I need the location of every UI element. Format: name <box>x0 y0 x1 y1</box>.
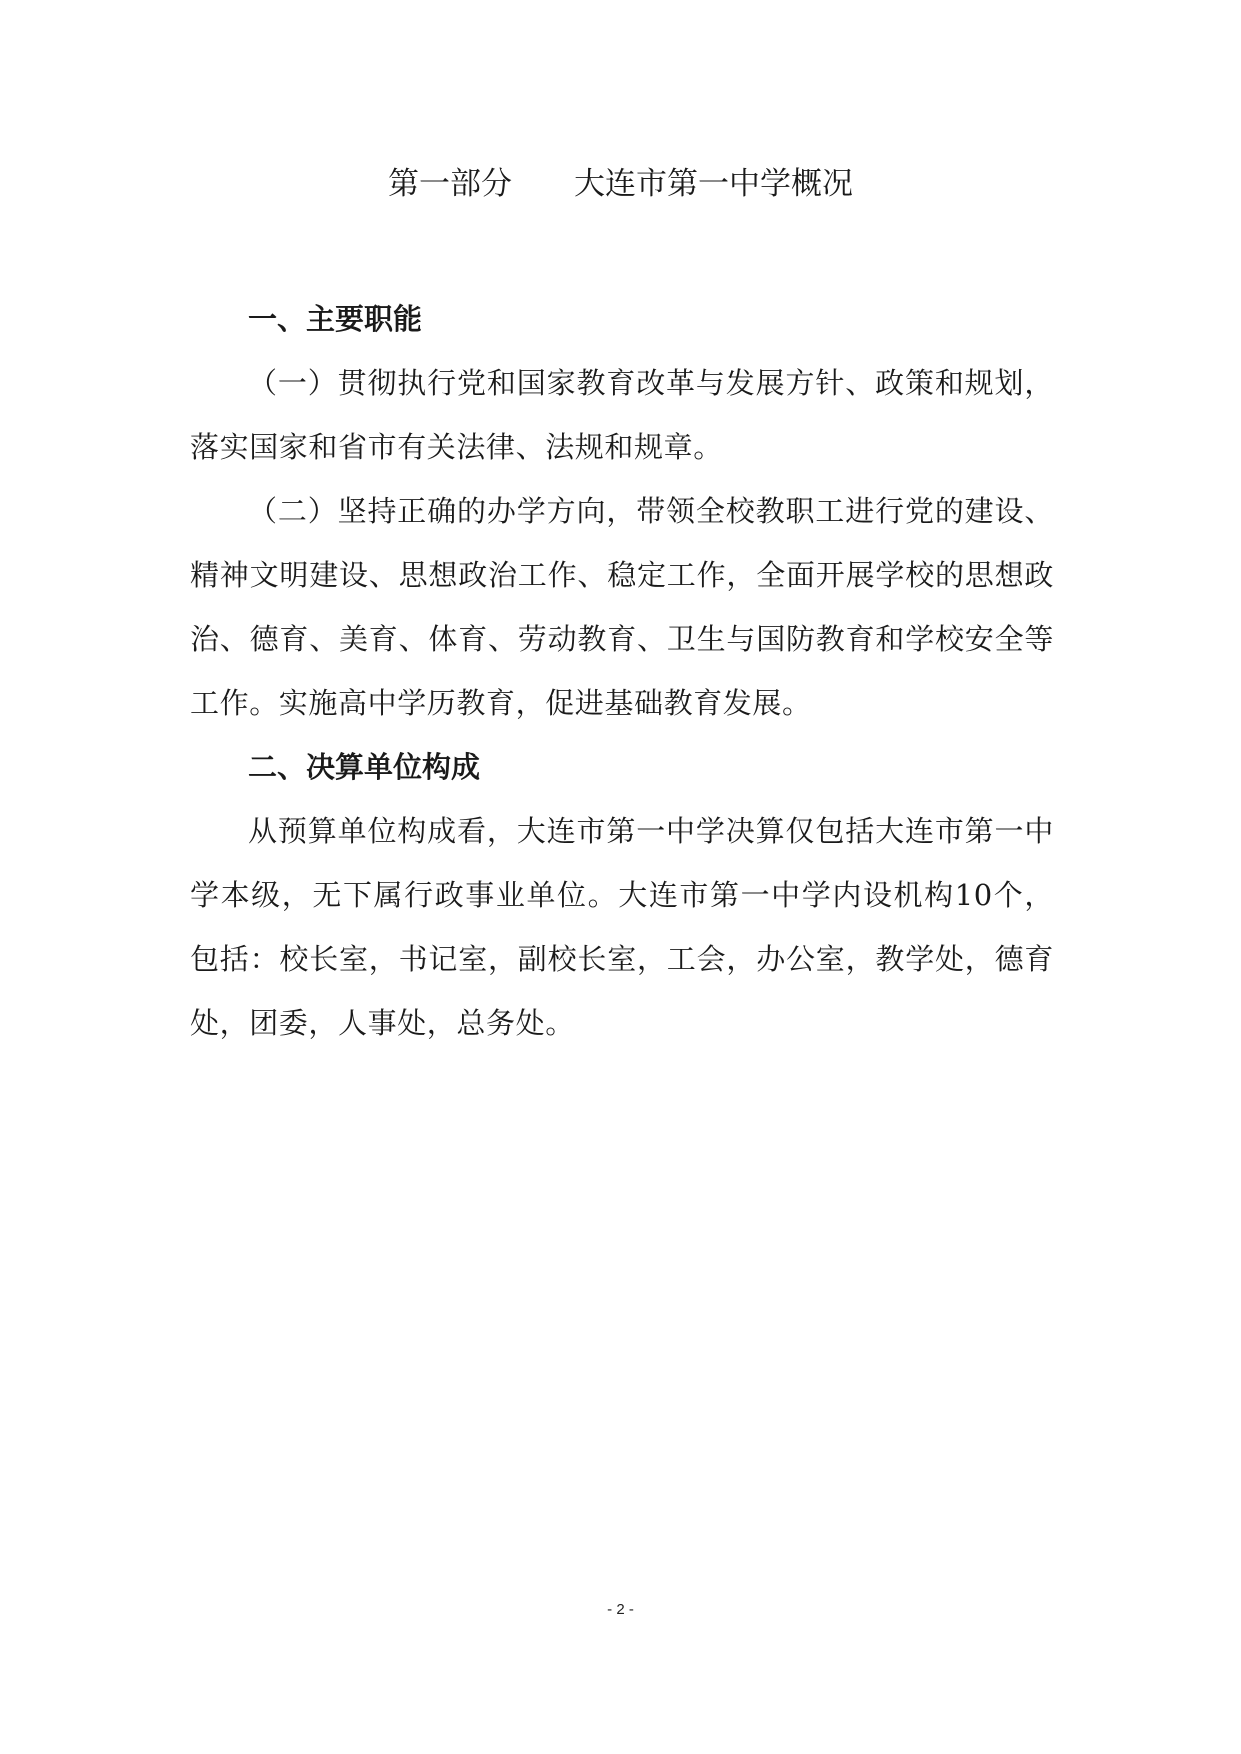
document-body <box>190 287 1054 1055</box>
section-heading: 二、决算单位构成 <box>248 750 481 784</box>
page-number: - 2 - <box>607 1601 634 1618</box>
paragraph: 从预算单位构成看，大连市第一中学决算仅包括大连市第一中学本级，无下属行政事业单位。大连市第一中学内设机构10个，包括：校长室，书记室，副校长室，工会，办公室，教学处，德育处，团委，人事处，总务处。 <box>190 814 1054 1040</box>
paragraph: （二）坚持正确的办学方向，带领全校教职工进行党的建设、精神文明建设、思想政治工作、稳定工作，全面开展学校的思想政治、德育、美育、体育、劳动教育、卫生与国防教育和学校安全等工作。实施高中学历教育，促进基础教育发展。 <box>190 494 1054 720</box>
section-heading: 一、主要职能 <box>248 302 423 336</box>
section-main-functions <box>190 287 1054 735</box>
section-budget-unit-composition <box>190 735 1054 1055</box>
page-title: 第一部分 大连市第一中学概况 <box>388 166 853 202</box>
paragraph: （一）贯彻执行党和国家教育改革与发展方针、政策和规划，落实国家和省市有关法律、法规和规章。 <box>190 366 1054 464</box>
